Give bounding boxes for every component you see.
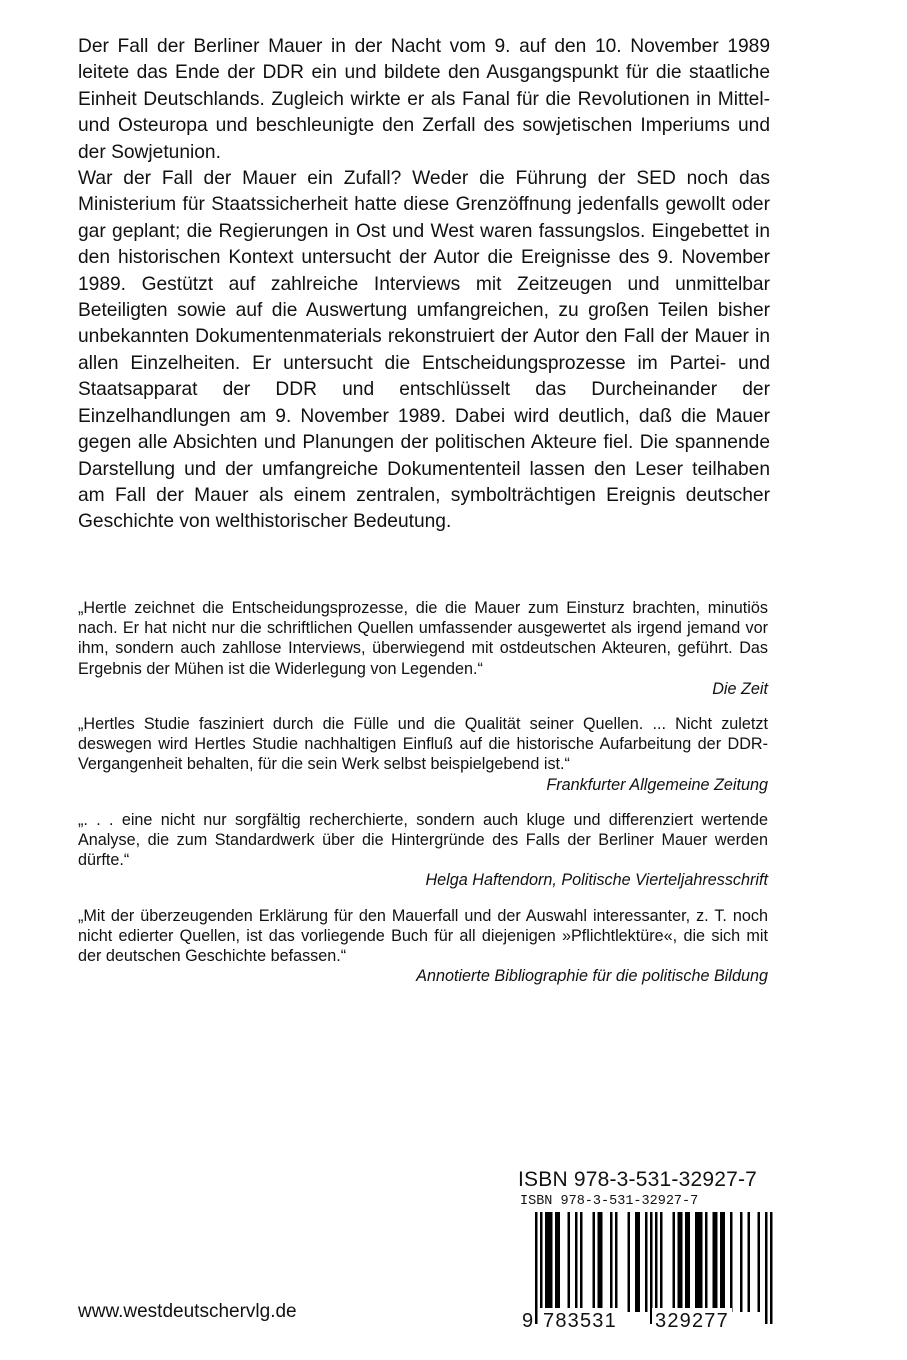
review-quote-text: „Hertles Studie fasziniert durch die Fülle und die Qualität seiner Quellen. ... Nicht zuletzt deswegen wird Hertles Studie nachhaltigen Einfluß auf die historische Aufarbeitung der DDR-Vergangenheit behalten, für die sein Werk selbst beispielgebend ist.“ [78,715,768,774]
barcode-bar [550,1212,553,1312]
blurb-paragraph-2: War der Fall der Mauer ein Zufall? Weder die Führung der SED noch das Ministerium für Staatssicherheit hatte diese Grenzöffnung jedenfalls gewollt oder gar geplant; die Regierungen in Ost und West waren fassungslos. Eingebettet in den historischen Kontext untersucht der Autor die Ereignisse des 9. November 1989. Gestützt auf zahlreiche Interviews mit Zeitzeugen und unmittelbar Beteiligten sowie auf die Auswertung umfangreichen, zu großen Teilen bisher unbekannten Dokumentenmaterials rekonstruiert der Autor den Fall der Mauer in allen Einzelheiten. Er untersucht die Entscheidungsprozesse im Partei- und Staatsapparat der DDR und entschlüsselt das Durcheinander der Einzelhandlungen am 9. November 1989. Dabei wird deutlich, daß die Mauer gegen alle Absichten und Planungen der politischen Akteure fiel. Die spannende Darstellung und der umfangreiche Dokumententeil lassen den Leser teilhaben am Fall der Mauer als einem zentralen, symbolträchtigen Ereignis deutscher Geschichte von welthistorischer Bedeutung. [78,168,770,533]
barcode-bar [688,1212,691,1312]
barcode-bar [730,1212,733,1312]
barcode-bar [713,1212,716,1312]
barcode-digits-right: 329277 [652,1308,732,1334]
barcode-bar [628,1212,631,1312]
barcode-bar [678,1212,681,1312]
barcode-bar [593,1212,596,1312]
review-quote-source: Die Zeit [712,679,768,698]
blurb-text [78,34,770,536]
barcode-bar [580,1212,583,1312]
barcode-bar [645,1212,648,1312]
barcode-bar [700,1212,703,1312]
barcode-bar [673,1212,676,1312]
barcode-bar [748,1212,751,1312]
review-quote-source: Annotierte Bibliographie für die politische Bildung [416,967,768,986]
barcode-bar [635,1212,638,1312]
barcode-bar [715,1212,718,1312]
barcode-bar [695,1212,698,1312]
isbn-mono-label: ISBN 978-3-531-32927-7 [520,1194,699,1209]
barcode-bar [685,1212,688,1312]
barcode-bar [615,1212,618,1312]
review-quote-source: Frankfurter Allgemeine Zeitung [546,775,768,794]
barcode-bar [723,1212,726,1312]
review-quote [78,810,768,891]
review-quote-text: „Mit der überzeugenden Erklärung für den Mauerfall und der Auswahl interessanter, z. T. noch nicht edierter Quellen, ist das vorliegende Buch für all diejenigen »Pflichtlektüre«, die sich mit der deutschen Geschichte befassen.“ [78,906,768,966]
barcode-bar [705,1212,708,1312]
review-quote-text: „. . . eine nicht nur sorgfältig recherchierte, sondern auch kluge und differenziert wertende Analyse, die zum Standardwerk über die Hintergründe des Falls der Berliner Mauer werden dürfte.“ [78,810,768,870]
barcode-bar [558,1212,561,1312]
review-quote [78,906,768,987]
barcode-digits [518,1308,774,1334]
barcode-digit-first: 9 [522,1310,534,1332]
isbn-block [518,1168,774,1336]
isbn-label: ISBN 978-3-531-32927-7 [518,1168,758,1191]
barcode-bar [548,1212,551,1312]
review-quote-text: „Hertle zeichnet die Entscheidungsprozesse, die die Mauer zum Einsturz brachten, minutiös nach. Er hat nicht nur die schriftlichen Quellen umfassender ausgewertet als irgend jemand vor ihm, sondern auch zahllose Interviews, überwiegend mit ostdeutschen Akteuren, geführt. Das Ergebnis der Mühen ist die Widerlegung von Legenden.“ [78,599,768,678]
barcode-bar [555,1212,558,1312]
barcode-bar [610,1212,613,1312]
barcode-bar [740,1212,743,1312]
review-quotes [78,598,768,1001]
barcode-bar [545,1212,548,1312]
barcode-bar [698,1212,701,1312]
barcode-bar [680,1212,683,1312]
barcode-bar [575,1212,578,1312]
blurb-paragraph-1: Der Fall der Berliner Mauer in der Nacht vom 9. auf den 10. November 1989 leitete das Ende der DDR ein und bildete den Ausgangspunkt für die staatliche Einheit Deutschlands. Zugleich wirkte er als Fanal für die Revolutionen in Mittel- und Osteuropa und beschleunigte den Zerfall des sowjetischen Imperiums und der Sowjetunion. [78,36,770,163]
review-quote-source: Helga Haftendorn, Politische Vierteljahresschrift [425,871,768,890]
barcode-bar [758,1212,761,1312]
barcode-bar [638,1212,641,1312]
review-quote [78,714,768,795]
barcode-bar [600,1212,603,1312]
barcode-digits-left: 783531 [540,1308,620,1334]
barcode [518,1212,774,1336]
barcode-bar [720,1212,723,1312]
barcode-bar [598,1212,601,1312]
publisher-website: www.westdeutschervlg.de [78,1301,297,1322]
barcode-bar [660,1212,663,1312]
barcode-bar [568,1212,571,1312]
review-quote [78,598,768,699]
